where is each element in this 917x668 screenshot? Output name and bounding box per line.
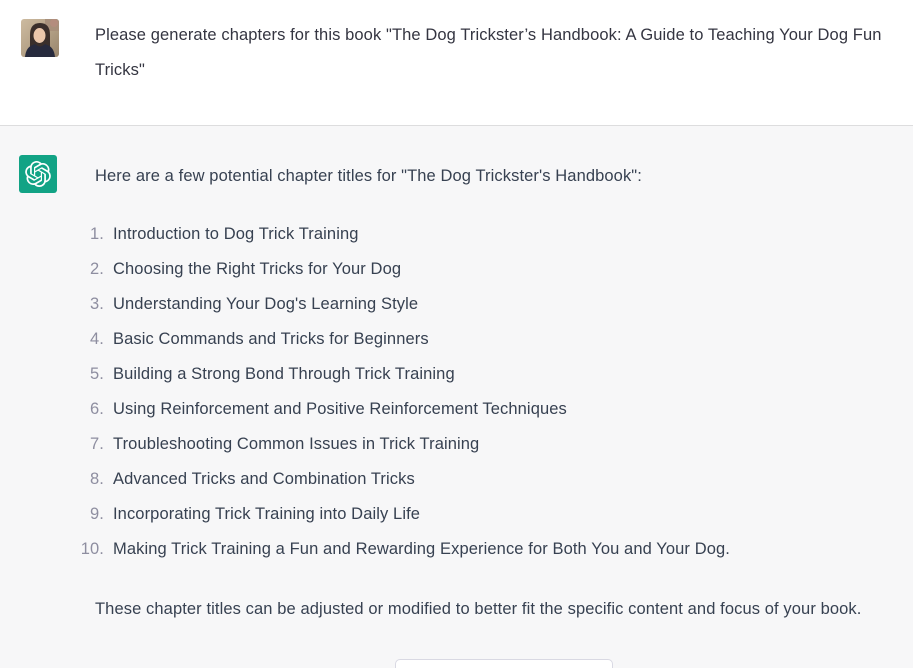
chapter-title: Troubleshooting Common Issues in Trick Training xyxy=(113,435,480,453)
chapter-list-item xyxy=(90,427,901,462)
chapter-list-item xyxy=(90,252,901,287)
chapter-number: 4. xyxy=(90,330,104,348)
chapter-title: Advanced Tricks and Combination Tricks xyxy=(113,470,415,488)
chapter-number: 8. xyxy=(90,470,104,488)
assistant-message-row xyxy=(0,125,917,668)
chapter-title: Choosing the Right Tricks for Your Dog xyxy=(113,260,402,278)
chapter-list-item xyxy=(90,392,901,427)
chapter-number: 10. xyxy=(80,540,104,558)
assistant-intro-text: Here are a few potential chapter titles for "The Dog Trickster's Handbook": xyxy=(95,167,642,185)
chapter-title: Understanding Your Dog's Learning Style xyxy=(113,295,419,313)
user-message-text: Please generate chapters for this book "The Dog Trickster’s Handbook: A Guide to Teaching Your Dog Fun Tricks" xyxy=(95,26,882,79)
chapter-list-item xyxy=(80,532,901,567)
chapter-number: 1. xyxy=(90,225,104,243)
chapter-title: Using Reinforcement and Positive Reinforcement Techniques xyxy=(113,400,567,418)
chapter-list-item xyxy=(90,462,901,497)
assistant-message-content xyxy=(80,159,901,627)
chapter-number: 9. xyxy=(90,505,104,523)
user-message-row xyxy=(0,0,917,125)
chapter-list-item xyxy=(90,497,901,532)
chapter-title: Incorporating Trick Training into Daily Life xyxy=(113,505,421,523)
openai-logo-icon xyxy=(25,161,51,187)
user-avatar xyxy=(21,19,59,57)
chapter-title: Making Trick Training a Fun and Rewarding Experience for Both You and Your Dog. xyxy=(113,540,730,558)
chapter-number: 3. xyxy=(90,295,104,313)
assistant-outro-text: These chapter titles can be adjusted or modified to better fit the specific content and focus of your book. xyxy=(95,600,862,618)
chapter-title: Building a Strong Bond Through Trick Training xyxy=(113,365,455,383)
chapter-list-item xyxy=(90,217,901,252)
chapter-title: Introduction to Dog Trick Training xyxy=(113,225,359,243)
chapter-number: 5. xyxy=(90,365,104,383)
chatgpt-avatar xyxy=(19,155,57,193)
regenerate-response-button[interactable] xyxy=(395,659,613,668)
chapter-list xyxy=(80,217,901,567)
chapter-list-item xyxy=(90,287,901,322)
user-profile-photo-icon xyxy=(21,19,59,57)
chapter-list-item xyxy=(90,322,901,357)
chapter-title: Basic Commands and Tricks for Beginners xyxy=(113,330,429,348)
chapter-number: 2. xyxy=(90,260,104,278)
page-right-gutter xyxy=(913,125,917,668)
chapter-number: 6. xyxy=(90,400,104,418)
chapter-number: 7. xyxy=(90,435,104,453)
chapter-list-item xyxy=(90,357,901,392)
